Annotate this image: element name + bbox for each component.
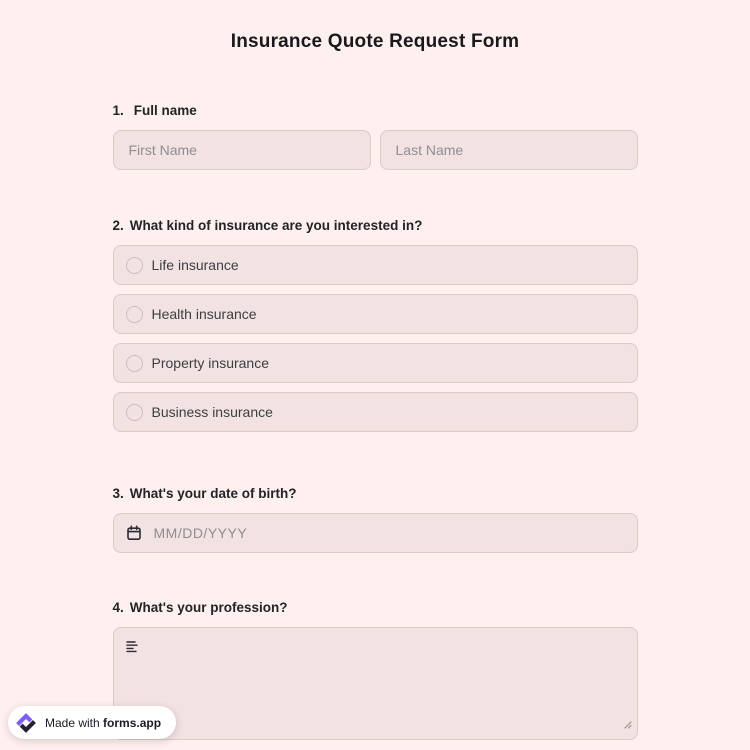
question-label — [113, 485, 638, 502]
first-name-input[interactable] — [113, 130, 371, 170]
option-label: Life insurance — [151, 257, 239, 273]
radio-icon[interactable] — [126, 257, 143, 274]
radio-option-life-insurance[interactable] — [113, 245, 638, 285]
radio-option-group — [113, 245, 638, 432]
question-number: 3. — [112, 486, 124, 501]
radio-icon[interactable] — [126, 355, 143, 372]
calendar-icon — [126, 525, 142, 541]
question-label — [113, 599, 638, 616]
question-full-name — [113, 102, 638, 170]
question-text: What's your profession? — [129, 600, 288, 615]
page-title: Insurance Quote Request Form — [230, 31, 520, 52]
option-label: Health insurance — [151, 306, 257, 322]
question-number: 2. — [112, 218, 124, 233]
question-profession — [113, 599, 638, 740]
question-number: 1. — [112, 103, 124, 118]
question-label — [113, 217, 638, 234]
question-number: 4. — [112, 600, 124, 615]
option-label: Business insurance — [151, 404, 273, 420]
question-text: What's your date of birth? — [129, 486, 297, 501]
question-label — [113, 102, 638, 119]
profession-textarea[interactable] — [113, 627, 638, 740]
badge-text — [45, 716, 161, 730]
align-left-icon — [126, 640, 139, 658]
radio-icon[interactable] — [126, 306, 143, 323]
date-of-birth-input[interactable] — [152, 524, 625, 542]
radio-option-health-insurance[interactable] — [113, 294, 638, 334]
badge-prefix: Made with — [45, 715, 100, 730]
resize-handle-icon[interactable] — [622, 716, 632, 734]
date-of-birth-field[interactable] — [113, 513, 638, 553]
forms-app-logo-icon — [14, 711, 38, 735]
radio-option-business-insurance[interactable] — [113, 392, 638, 432]
form-body — [113, 102, 638, 740]
made-with-forms-app-badge[interactable] — [8, 706, 176, 739]
question-text: What kind of insurance are you interested in? — [129, 218, 423, 233]
badge-brand: forms.app — [103, 715, 162, 730]
question-date-of-birth — [113, 485, 638, 553]
last-name-input[interactable] — [380, 130, 638, 170]
radio-option-property-insurance[interactable] — [113, 343, 638, 383]
question-insurance-type — [113, 217, 638, 432]
radio-icon[interactable] — [126, 404, 143, 421]
question-text: Full name — [133, 103, 197, 118]
option-label: Property insurance — [151, 355, 270, 371]
